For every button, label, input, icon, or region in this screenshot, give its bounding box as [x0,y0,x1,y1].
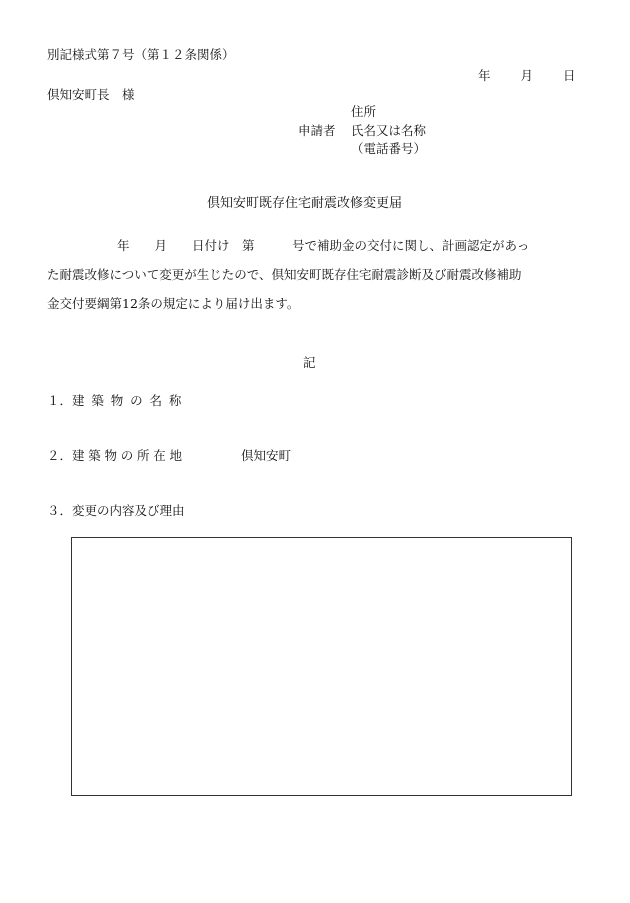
date-day: 日 [563,68,576,83]
applicant-name-label: 氏名又は名称 [351,123,427,138]
item-number: ３． [47,503,73,518]
document-title: 倶知安町既存住宅耐震改修変更届 [207,196,403,211]
change-reason-box[interactable] [71,537,572,796]
item-label: 建築物の所在地 [72,448,186,463]
date-year: 年 [478,68,491,83]
item-label: 建築物の名称 [72,393,189,408]
item-label: 変更の内容及び理由 [72,503,185,518]
addressee: 倶知安町長 様 [47,87,135,102]
body-line-1: 年 月 日付け 第 号で補助金の交付に関し、計画認定があっ [117,238,530,253]
applicant-label: 申請者 [298,123,336,138]
item-3 [47,503,185,519]
item-1 [47,393,188,409]
date-month: 月 [520,68,534,83]
item-number: １． [47,393,73,408]
item-2 [47,448,186,464]
body-line-3: 金交付要綱第12条の規定により届け出ます。 [47,296,300,311]
body-line-2: た耐震改修について変更が生じたので、倶知安町既存住宅耐震診断及び耐震改修補助 [47,267,522,282]
date-line [478,68,576,84]
applicant-phone-label: （電話番号） [351,141,427,156]
item-number: ２． [47,448,73,463]
applicant-address-label: 住所 [351,104,377,119]
ki-heading: 記 [303,355,316,370]
item-2-value: 倶知安町 [241,448,292,463]
form-number: 別記様式第７号（第１２条関係） [47,47,235,62]
